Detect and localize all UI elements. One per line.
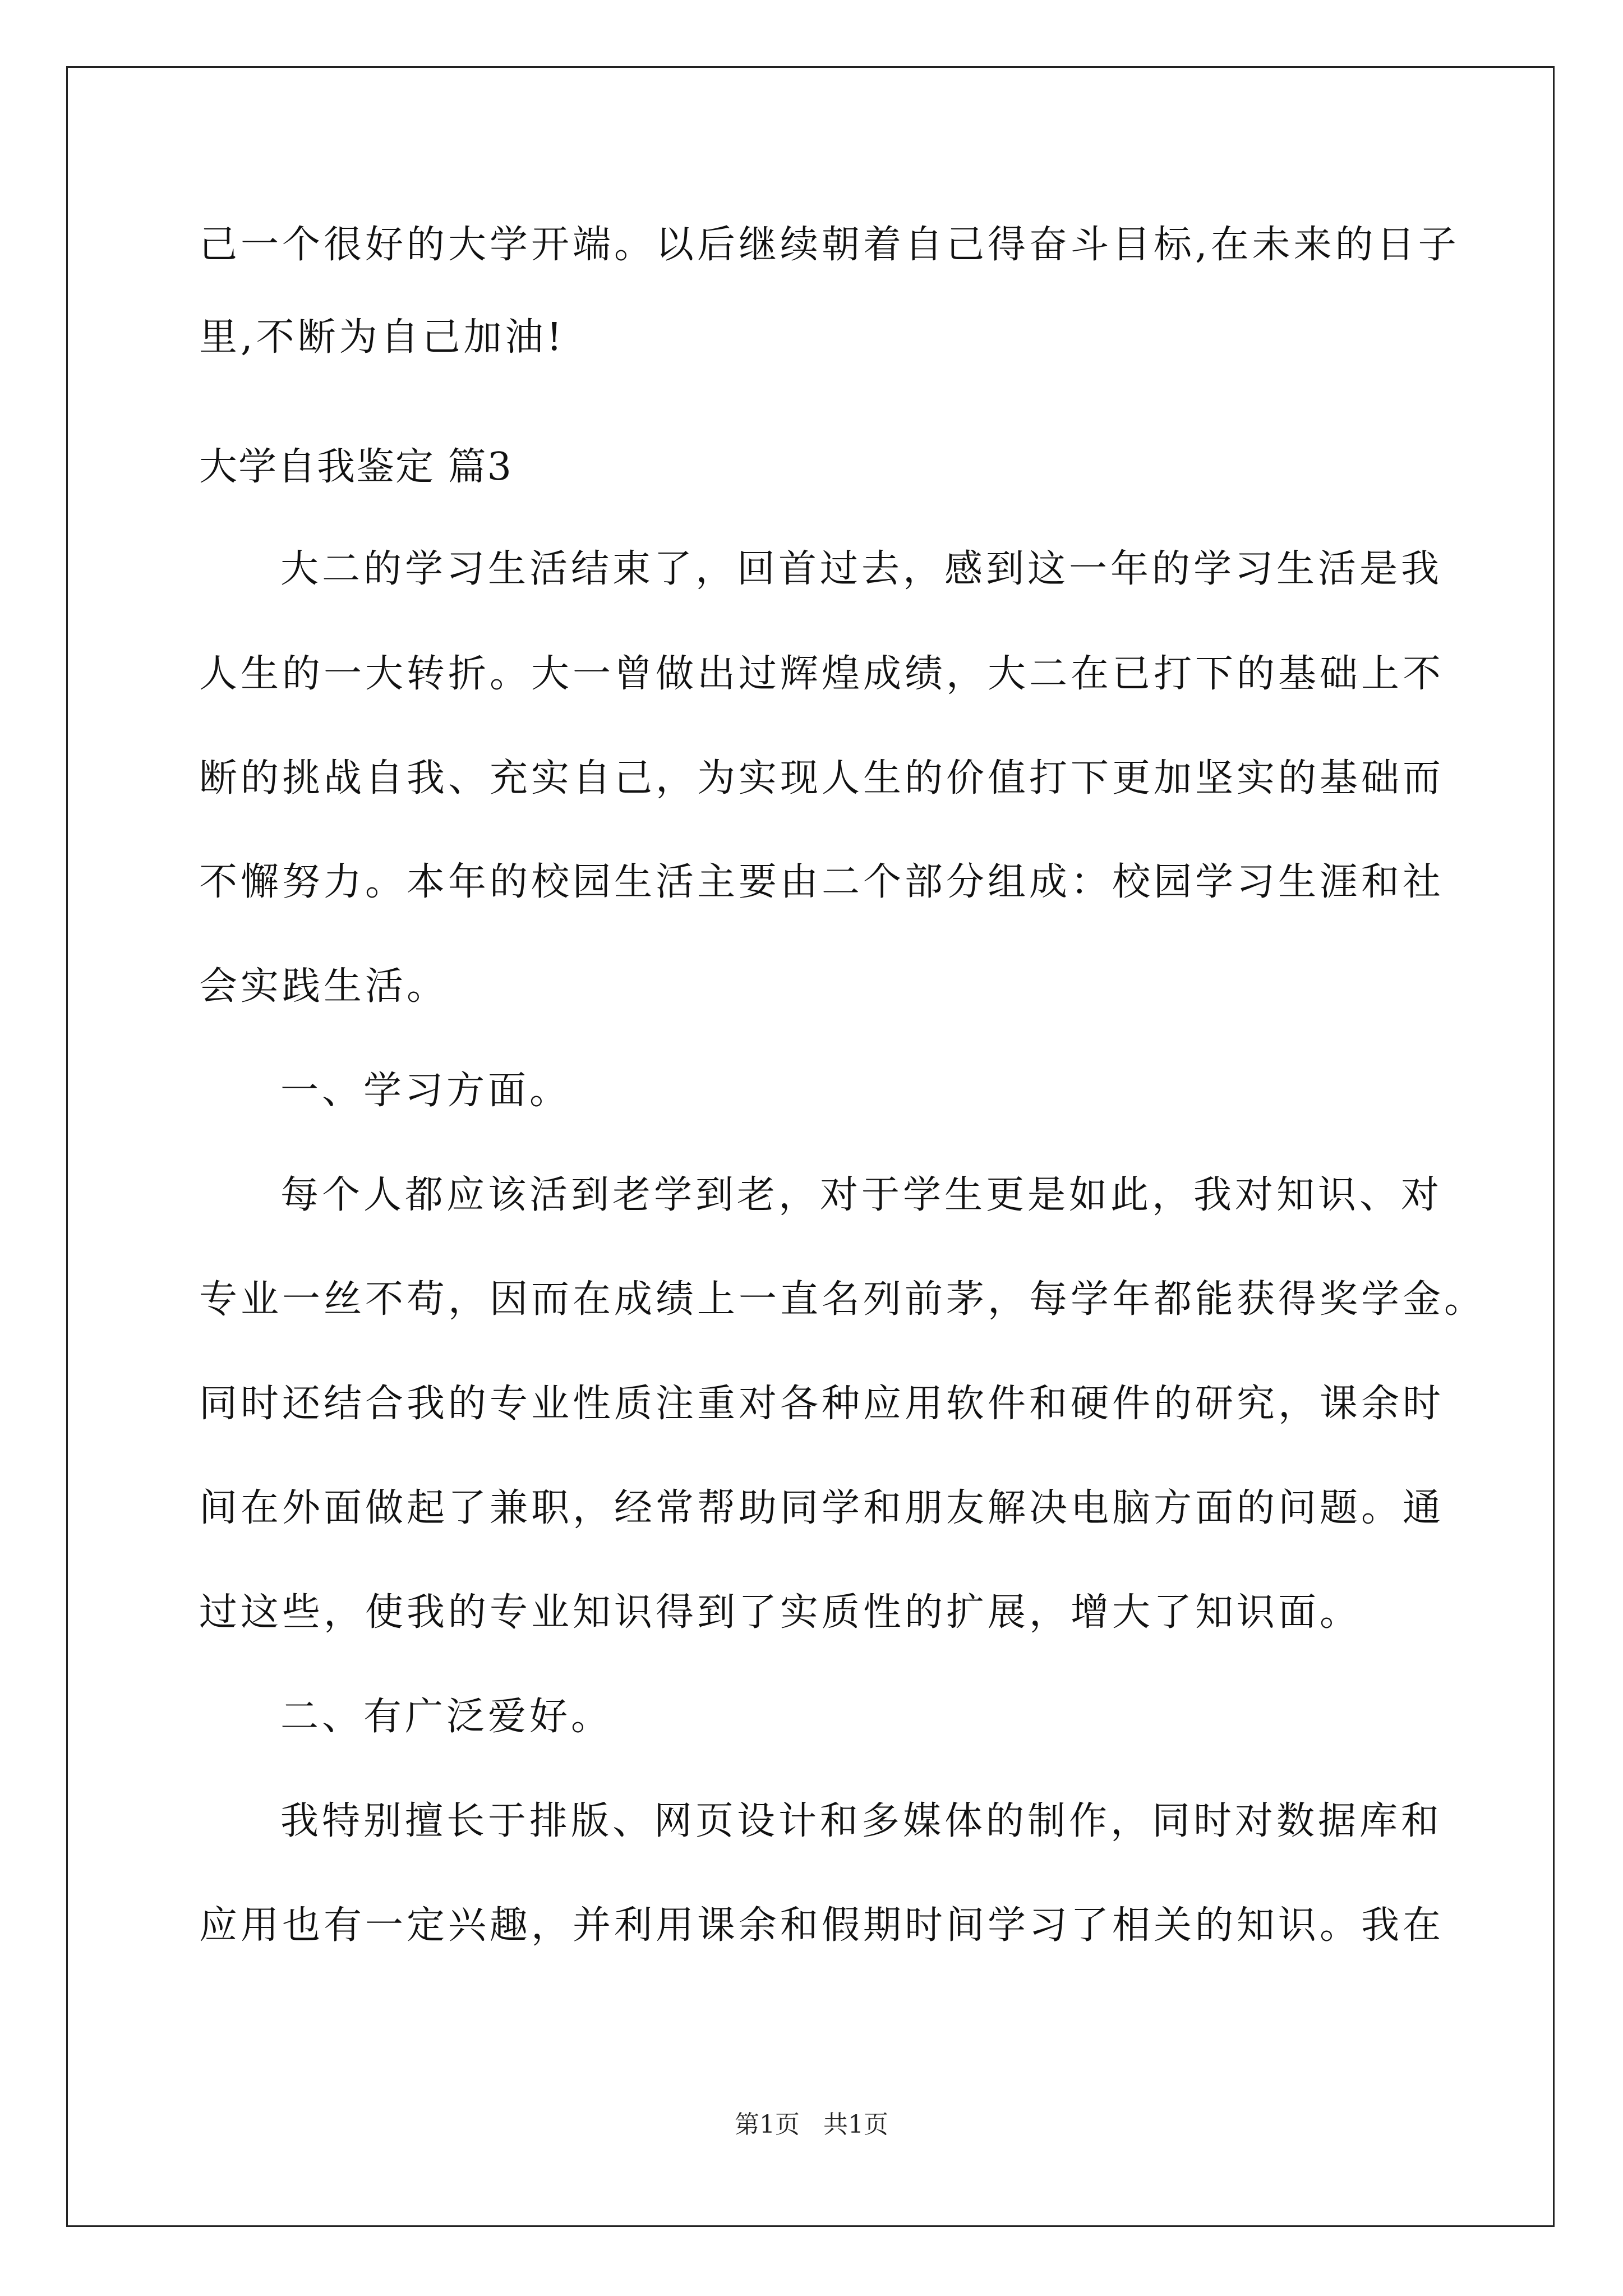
text-line-1: 己一个很好的大学开端。以后继续朝着自己得奋斗目标,在未来的日子 (199, 223, 1460, 267)
section-heading: 大学自我鉴定 篇3 (199, 445, 513, 489)
paragraph-2-line-3: 同时还结合我的专业性质注重对各种应用软件和硬件的研究，课余时 (199, 1382, 1445, 1426)
paragraph-2-line-1: 每个人都应该活到老学到老，对于学生更是如此，我对知识、对 (280, 1173, 1443, 1217)
paragraph-1-line-1: 大二的学习生活结束了，回首过去，感到这一年的学习生活是我 (280, 547, 1443, 591)
paragraph-3-line-2: 应用也有一定兴趣，并利用课余和假期时间学习了相关的知识。我在 (199, 1903, 1445, 1948)
paragraph-2-line-4: 间在外面做起了兼职，经常帮助同学和朋友解决电脑方面的问题。通 (199, 1486, 1445, 1530)
paragraph-2-line-5: 过这些，使我的专业知识得到了实质性的扩展，增大了知识面。 (199, 1590, 1362, 1635)
subheading-hobbies: 二、有广泛爱好。 (280, 1695, 613, 1739)
paragraph-1-line-2: 人生的一大转折。大一曾做出过辉煌成绩，大二在已打下的基础上不 (199, 652, 1445, 696)
paragraph-1-line-3: 断的挑战自我、充实自己，为实现人生的价值打下更加坚实的基础而 (199, 756, 1445, 800)
paragraph-3-line-1: 我特别擅长于排版、网页设计和多媒体的制作，同时对数据库和 (280, 1799, 1443, 1843)
paragraph-1-line-5: 会实践生活。 (199, 964, 449, 1009)
text-line-2: 里,不断为自己加油! (199, 315, 565, 360)
paragraph-2-line-2: 专业一丝不苟，因而在成绩上一直名列前茅，每学年都能获得奖学金。 (199, 1277, 1486, 1322)
subheading-study: 一、学习方面。 (280, 1069, 571, 1113)
paragraph-1-line-4: 不懈努力。本年的校园生活主要由二个部分组成：校园学习生涯和社 (199, 860, 1445, 904)
page-footer: 第1页 共1页 (735, 2110, 888, 2139)
